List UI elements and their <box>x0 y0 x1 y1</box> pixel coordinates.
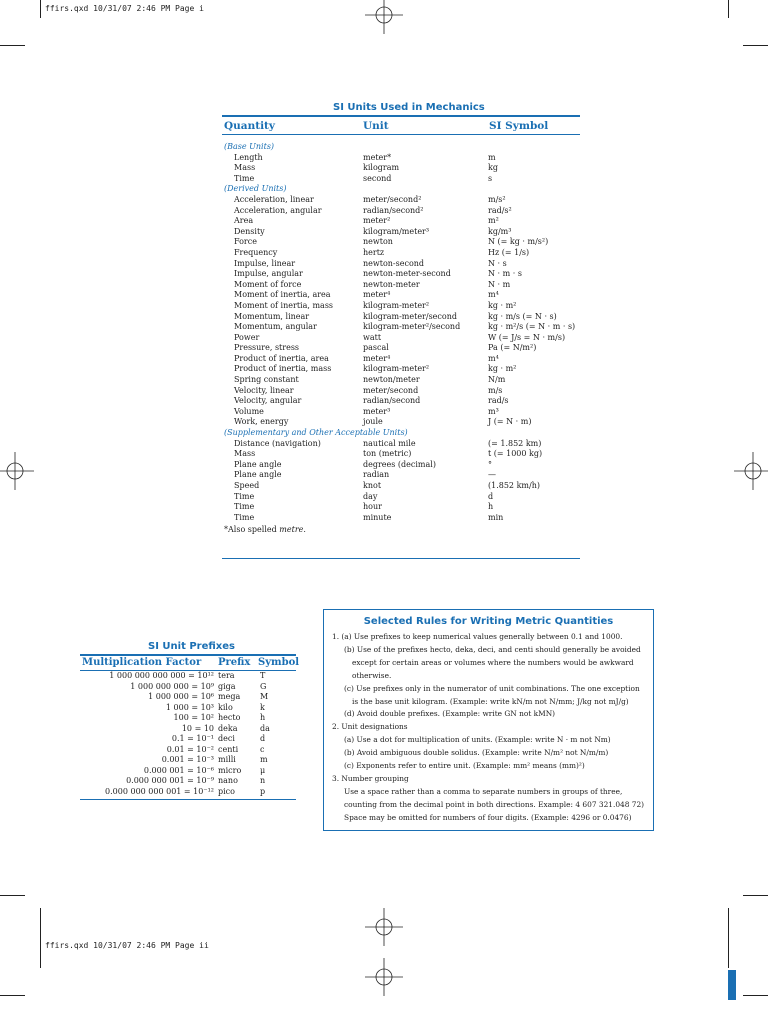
quantity-cell: Mass <box>234 449 256 459</box>
symbol-cell: N · s <box>488 258 507 268</box>
quantity-cell: Work, energy <box>234 417 289 427</box>
symbol-cell: rad/s <box>488 396 509 406</box>
prefix-symbol-cell: M <box>260 692 269 701</box>
table-row <box>224 153 584 164</box>
symbol-cell: — <box>488 470 496 480</box>
rule-line: (c) Exponents refer to entire unit. (Example: mm² means (mm)²) <box>344 761 585 770</box>
quantity-cell: Plane angle <box>234 459 282 469</box>
section-label-supplementary: (Supplementary and Other Acceptable Units) <box>224 428 408 438</box>
registration-mark-icon <box>0 452 34 490</box>
table-row <box>224 375 584 386</box>
unit-cell: kilogram-meter² <box>363 300 430 310</box>
prefix-cell: deci <box>218 734 235 743</box>
symbol-cell: d <box>488 491 494 501</box>
column-header-symbol: SI Symbol <box>489 120 549 132</box>
table-row <box>224 417 584 428</box>
quantity-cell: Time <box>234 491 255 501</box>
table-row <box>224 354 584 365</box>
table-header-rule <box>222 134 580 135</box>
table-row <box>224 237 584 248</box>
table-row <box>224 386 584 397</box>
factor-cell: 10 = 10 <box>181 723 214 733</box>
rule-line: (b) Avoid ambiguous double solidus. (Example: write N/m² not N/m/m) <box>344 748 609 758</box>
factor-cell: 0.1 = 10⁻¹ <box>171 734 214 743</box>
section-label-base: (Base Units) <box>224 142 275 151</box>
quantity-cell: Spring constant <box>234 375 299 385</box>
symbol-cell: m⁴ <box>488 290 499 300</box>
table-row <box>224 195 584 206</box>
prefix-symbol-cell: h <box>260 713 266 722</box>
table-row <box>224 407 584 418</box>
unit-cell: meter* <box>363 152 392 162</box>
quantity-cell: Mass <box>234 163 256 173</box>
prefix-symbol-cell: G <box>260 681 267 691</box>
footnote: *Also spelled metre. <box>224 525 306 535</box>
factor-cell: 100 = 10² <box>173 713 214 722</box>
unit-cell: kilogram-meter²/second <box>363 322 461 332</box>
table-row <box>224 439 584 450</box>
factor-cell: 0.001 = 10⁻³ <box>161 755 214 764</box>
table-row <box>224 301 584 312</box>
rule-line: Space may be omitted for numbers of four digits. (Example: 4296 or 0.0476) <box>344 812 632 822</box>
prefix-symbol-cell: n <box>260 776 266 785</box>
quantity-cell: Plane angle <box>234 470 282 480</box>
header-file-label: ffirs.qxd 10/31/07 2:46 PM Page i <box>45 4 204 13</box>
table-row <box>224 470 584 481</box>
rule-line: 3. Number grouping <box>332 773 409 783</box>
table-row <box>224 269 584 280</box>
crop-mark <box>40 908 41 968</box>
prefix-symbol-cell: m <box>260 755 268 764</box>
symbol-cell: N · m · s <box>488 269 522 279</box>
prefix-row <box>80 766 296 777</box>
factor-cell: 0.01 = 10⁻² <box>166 744 214 754</box>
prefix-cell: centi <box>218 744 239 754</box>
unit-cell: kilogram-meter/second <box>363 311 457 321</box>
prefix-symbol-cell: da <box>260 723 270 733</box>
table-row <box>224 322 584 333</box>
table-row <box>224 280 584 291</box>
table-row <box>224 227 584 238</box>
prefix-row <box>80 755 296 766</box>
table-row <box>224 216 584 227</box>
table-bottom-rule <box>222 558 580 559</box>
table-row <box>224 513 584 524</box>
symbol-cell: s <box>488 173 493 183</box>
unit-cell: ton (metric) <box>363 449 412 459</box>
prefix-row <box>80 703 296 714</box>
unit-cell: meter³ <box>363 406 391 416</box>
prefix-symbol-cell: c <box>260 744 265 754</box>
table-row <box>224 206 584 217</box>
prefix-cell: mega <box>218 692 241 701</box>
unit-cell: radian/second <box>363 396 421 406</box>
rule-line: except for certain areas or volumes where the numbers would be awkward <box>352 657 634 667</box>
registration-mark-icon <box>734 452 768 490</box>
prefix-row <box>80 787 296 798</box>
crop-mark <box>743 895 768 896</box>
prefixes-top-rule <box>80 654 296 656</box>
symbol-cell: kg · m² <box>488 300 517 310</box>
rule-line: (d) Avoid double prefixes. (Example: write GN not kMN) <box>344 709 556 719</box>
rule-line: (b) Use of the prefixes hecto, deka, deci, and centi should generally be avoided <box>344 644 641 654</box>
prefix-cell: kilo <box>218 702 233 712</box>
prefixes-title: SI Unit Prefixes <box>148 641 235 652</box>
prefix-symbol-cell: k <box>260 702 265 712</box>
column-header-unit: Unit <box>363 120 389 132</box>
factor-cell: 1 000 000 = 10⁶ <box>148 692 214 701</box>
symbol-cell: m <box>488 152 496 162</box>
table-row <box>224 396 584 407</box>
quantity-cell: Time <box>234 173 255 183</box>
crop-mark <box>0 45 25 46</box>
symbol-cell: t (= 1000 kg) <box>488 449 543 459</box>
rule-line: (a) Use a dot for multiplication of units. (Example: write N · m not Nm) <box>344 735 611 745</box>
unit-cell: radian <box>363 470 390 480</box>
prefix-cell: pico <box>218 786 235 796</box>
unit-cell: newton/meter <box>363 375 420 385</box>
factor-cell: 1 000 = 10³ <box>165 702 214 712</box>
quantity-cell: Moment of inertia, area <box>234 290 331 300</box>
table-row <box>224 492 584 503</box>
rule-line: Use a space rather than a comma to separate numbers in groups of three, <box>344 786 623 796</box>
quantity-cell: Force <box>234 237 257 247</box>
table-row <box>224 248 584 259</box>
unit-cell: meter⁴ <box>363 290 391 300</box>
prefix-cell: giga <box>218 681 236 691</box>
rule-line: is the base unit kilogram. (Example: write kN/m not N/mm; J/kg not mJ/g) <box>352 696 629 706</box>
unit-cell: watt <box>363 332 382 342</box>
table-top-rule <box>222 115 580 117</box>
prefix-symbol-cell: μ <box>260 765 266 775</box>
prefix-row <box>80 776 296 787</box>
table-row <box>224 502 584 513</box>
quantity-cell: Velocity, angular <box>234 396 302 406</box>
prefix-row <box>80 734 296 745</box>
quantity-cell: Volume <box>234 406 264 416</box>
rule-line: otherwise. <box>352 670 392 680</box>
factor-cell: 1 000 000 000 000 = 10¹² <box>109 671 214 680</box>
quantity-cell: Product of inertia, mass <box>234 364 332 374</box>
column-header-factor: Multiplication Factor <box>82 657 202 668</box>
crop-mark <box>0 895 25 896</box>
si-units-table <box>224 142 584 536</box>
rule-line: 2. Unit designations <box>332 722 408 732</box>
symbol-cell: Pa (= N/m²) <box>488 343 537 353</box>
prefix-symbol-cell: T <box>260 671 266 680</box>
quantity-cell: Product of inertia, area <box>234 353 329 363</box>
quantity-cell: Pressure, stress <box>234 343 300 353</box>
crop-mark <box>0 995 25 996</box>
symbol-cell: h <box>488 502 494 512</box>
unit-cell: pascal <box>363 343 389 353</box>
prefix-symbol-cell: d <box>260 734 266 743</box>
unit-cell: meter/second² <box>363 194 422 204</box>
unit-cell: radian/second² <box>363 205 424 215</box>
unit-cell: meter² <box>363 216 391 226</box>
table-row <box>224 290 584 301</box>
table-row <box>224 481 584 492</box>
quantity-cell: Impulse, angular <box>234 269 303 279</box>
symbol-cell: rad/s² <box>488 205 512 215</box>
quantity-cell: Frequency <box>234 247 278 257</box>
quantity-cell: Moment of force <box>234 279 302 289</box>
table-row <box>224 449 584 460</box>
symbol-cell: m/s² <box>488 194 506 204</box>
quantity-cell: Area <box>234 216 254 226</box>
crop-mark <box>743 995 768 996</box>
symbol-cell: min <box>488 512 504 522</box>
quantity-cell: Time <box>234 502 255 512</box>
unit-cell: newton-meter <box>363 279 420 289</box>
symbol-cell: m² <box>488 216 499 226</box>
quantity-cell: Speed <box>234 481 260 490</box>
section-label-derived: (Derived Units) <box>224 184 287 194</box>
prefix-row <box>80 724 296 735</box>
si-units-title: SI Units Used in Mechanics <box>333 102 485 113</box>
symbol-cell: W (= J/s = N · m/s) <box>488 332 566 342</box>
prefix-row <box>80 682 296 693</box>
quantity-cell: Moment of inertia, mass <box>234 300 334 310</box>
unit-cell: hertz <box>363 247 385 257</box>
prefix-cell: milli <box>218 755 236 764</box>
table-row <box>224 174 584 185</box>
registration-mark-icon <box>365 958 403 996</box>
table-row <box>224 312 584 323</box>
crop-mark <box>728 0 729 18</box>
symbol-cell: kg <box>488 163 498 173</box>
prefixes-table <box>80 671 296 797</box>
symbol-cell: kg · m²/s (= N · m · s) <box>488 322 576 332</box>
table-row <box>224 333 584 344</box>
unit-cell: meter/second <box>363 385 419 395</box>
quantity-cell: Acceleration, angular <box>234 205 322 215</box>
prefix-cell: hecto <box>218 713 241 722</box>
quantity-cell: Velocity, linear <box>234 385 294 395</box>
rules-title: Selected Rules for Writing Metric Quantities <box>363 616 614 627</box>
table-row <box>224 460 584 471</box>
symbol-cell: J (= N · m) <box>488 417 532 427</box>
quantity-cell: Power <box>234 332 260 342</box>
unit-cell: minute <box>363 512 392 522</box>
symbol-cell: N (= kg · m/s²) <box>488 237 549 247</box>
factor-cell: 1 000 000 000 = 10⁹ <box>130 681 214 691</box>
prefix-cell: deka <box>218 723 238 733</box>
table-row <box>224 343 584 354</box>
prefix-row <box>80 713 296 724</box>
quantity-cell: Momentum, angular <box>234 322 317 332</box>
unit-cell: hour <box>363 502 382 512</box>
prefix-symbol-cell: p <box>260 786 266 796</box>
table-row <box>224 259 584 270</box>
quantity-cell: Distance (navigation) <box>234 438 321 448</box>
prefix-row <box>80 745 296 756</box>
rules-box <box>323 609 654 831</box>
factor-cell: 0.000 001 = 10⁻⁶ <box>143 765 214 775</box>
unit-cell: kilogram/meter³ <box>363 226 430 236</box>
table-row <box>224 163 584 174</box>
prefix-cell: tera <box>218 671 235 680</box>
registration-mark-icon <box>365 0 403 34</box>
symbol-cell: m⁴ <box>488 353 499 363</box>
registration-mark-icon <box>365 908 403 946</box>
table-row <box>224 364 584 375</box>
unit-cell: second <box>363 173 392 183</box>
unit-cell: nautical mile <box>363 438 416 448</box>
column-header-prefix-symbol: Symbol <box>258 657 300 668</box>
crop-mark <box>728 908 729 968</box>
symbol-cell: ° <box>488 459 492 469</box>
symbol-cell: Hz (= 1/s) <box>488 247 530 257</box>
quantity-cell: Momentum, linear <box>234 311 310 321</box>
page-edge-tab <box>728 970 736 1000</box>
unit-cell: newton-meter-second <box>363 269 451 279</box>
prefix-cell: micro <box>218 765 242 775</box>
factor-cell: 0.000 000 000 001 = 10⁻¹² <box>105 786 214 796</box>
rule-line: (c) Use prefixes only in the numerator of unit combinations. The one exception <box>344 683 640 693</box>
quantity-cell: Length <box>234 152 263 162</box>
unit-cell: knot <box>363 481 382 490</box>
crop-mark <box>40 0 41 18</box>
unit-cell: degrees (decimal) <box>363 459 436 469</box>
prefix-row <box>80 692 296 703</box>
unit-cell: newton-second <box>363 258 425 268</box>
quantity-cell: Acceleration, linear <box>234 194 314 204</box>
symbol-cell: m/s <box>488 385 503 395</box>
symbol-cell: kg · m² <box>488 364 517 374</box>
column-header-prefix: Prefix <box>218 657 251 668</box>
symbol-cell: N/m <box>488 375 506 385</box>
quantity-cell: Time <box>234 512 255 522</box>
factor-cell: 0.000 000 001 = 10⁻⁹ <box>126 776 214 785</box>
prefix-cell: nano <box>218 776 238 785</box>
rule-line: 1. (a) Use prefixes to keep numerical values generally between 0.1 and 1000. <box>332 632 623 641</box>
symbol-cell: kg/m³ <box>488 226 512 236</box>
symbol-cell: (= 1.852 km) <box>488 438 542 448</box>
unit-cell: meter⁴ <box>363 353 391 363</box>
quantity-cell: Impulse, linear <box>234 258 296 268</box>
prefixes-bottom-rule <box>80 799 296 800</box>
unit-cell: kilogram <box>363 163 400 173</box>
symbol-cell: (1.852 km/h) <box>488 481 540 490</box>
unit-cell: joule <box>363 417 383 427</box>
quantity-cell: Density <box>234 226 265 236</box>
footer-file-label: ffirs.qxd 10/31/07 2:46 PM Page ii <box>45 941 209 950</box>
symbol-cell: m³ <box>488 406 499 416</box>
prefix-row <box>80 671 296 682</box>
symbol-cell: kg · m/s (= N · s) <box>488 311 557 321</box>
unit-cell: day <box>363 491 378 501</box>
rule-line: counting from the decimal point in both directions. Example: 4 607 321.048 72) <box>344 799 645 809</box>
symbol-cell: N · m <box>488 279 511 289</box>
crop-mark <box>743 45 768 46</box>
column-header-quantity: Quantity <box>224 120 276 132</box>
unit-cell: newton <box>363 237 393 247</box>
unit-cell: kilogram-meter² <box>363 364 430 374</box>
